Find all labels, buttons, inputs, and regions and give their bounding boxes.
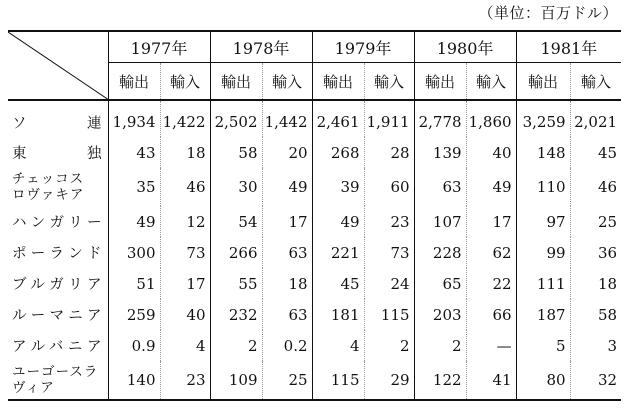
export-value: 58 — [210, 137, 262, 168]
table-row — [8, 168, 621, 206]
export-value: 0.9 — [108, 330, 160, 361]
import-value: 18 — [262, 268, 312, 299]
table-row — [8, 137, 621, 168]
export-value: 45 — [312, 268, 364, 299]
import-value: — — [466, 330, 516, 361]
export-value: 2,502 — [210, 100, 262, 137]
import-value: 17 — [262, 206, 312, 237]
import-value: 1,911 — [364, 100, 414, 137]
export-value: 122 — [414, 361, 466, 400]
export-value: 2,461 — [312, 100, 364, 137]
country-name: アルバニア — [12, 339, 102, 355]
table-body — [8, 100, 621, 400]
export-value: 97 — [516, 206, 570, 237]
import-value: 60 — [364, 168, 414, 206]
export-value: 39 — [312, 168, 364, 206]
export-header: 輸出 — [414, 63, 466, 101]
export-value: 43 — [108, 137, 160, 168]
country-name — [8, 168, 108, 206]
export-value: 4 — [312, 330, 364, 361]
country-name — [8, 361, 108, 400]
export-value: 80 — [516, 361, 570, 400]
export-value: 140 — [108, 361, 160, 400]
country-name-line2: ロヴァキア — [12, 187, 85, 203]
table-row — [8, 206, 621, 237]
import-value: 58 — [570, 299, 621, 330]
import-value: 24 — [364, 268, 414, 299]
import-value: 73 — [364, 237, 414, 268]
export-value: 109 — [210, 361, 262, 400]
import-value: 18 — [160, 137, 210, 168]
import-value: 1,422 — [160, 100, 210, 137]
year-header: 1977年 — [108, 31, 210, 63]
diagonal-line — [8, 32, 108, 99]
import-value: 45 — [570, 137, 621, 168]
export-value: 107 — [414, 206, 466, 237]
export-header: 輸出 — [516, 63, 570, 101]
export-value: 300 — [108, 237, 160, 268]
import-value: 4 — [160, 330, 210, 361]
import-value: 49 — [262, 168, 312, 206]
export-value: 2 — [414, 330, 466, 361]
export-value: 115 — [312, 361, 364, 400]
export-value: 187 — [516, 299, 570, 330]
export-value: 1,934 — [108, 100, 160, 137]
export-value: 268 — [312, 137, 364, 168]
export-value: 232 — [210, 299, 262, 330]
export-value: 35 — [108, 168, 160, 206]
import-value: 17 — [466, 206, 516, 237]
export-value: 5 — [516, 330, 570, 361]
export-value: 3,259 — [516, 100, 570, 137]
table-row — [8, 100, 621, 137]
import-value: 62 — [466, 237, 516, 268]
export-value: 266 — [210, 237, 262, 268]
country-name: ハンガリー — [12, 215, 102, 231]
country-name: ブルガリア — [12, 277, 102, 293]
export-value: 2 — [210, 330, 262, 361]
import-header: 輸入 — [160, 63, 210, 101]
import-value: 20 — [262, 137, 312, 168]
country-name-line2: ヴィア — [12, 380, 55, 396]
country-name: ポーランド — [12, 246, 102, 262]
import-value: 2,021 — [570, 100, 621, 137]
import-value: 49 — [466, 168, 516, 206]
export-value: 2,778 — [414, 100, 466, 137]
import-value: 0.2 — [262, 330, 312, 361]
import-value: 73 — [160, 237, 210, 268]
year-header: 1978年 — [210, 31, 312, 63]
export-value: 63 — [414, 168, 466, 206]
import-value: 22 — [466, 268, 516, 299]
import-header: 輸入 — [466, 63, 516, 101]
table-row — [8, 237, 621, 268]
import-value: 3 — [570, 330, 621, 361]
export-value: 51 — [108, 268, 160, 299]
export-value: 110 — [516, 168, 570, 206]
import-value: 115 — [364, 299, 414, 330]
export-value: 99 — [516, 237, 570, 268]
export-header: 輸出 — [108, 63, 160, 101]
export-value: 54 — [210, 206, 262, 237]
import-value: 40 — [160, 299, 210, 330]
import-value: 66 — [466, 299, 516, 330]
year-header: 1979年 — [312, 31, 414, 63]
country-name: ルーマニア — [12, 308, 102, 324]
export-value: 181 — [312, 299, 364, 330]
export-header: 輸出 — [210, 63, 262, 101]
export-value: 139 — [414, 137, 466, 168]
export-value: 30 — [210, 168, 262, 206]
export-value: 111 — [516, 268, 570, 299]
country-name: 東 独 — [12, 146, 102, 162]
corner-cell — [8, 31, 108, 100]
export-value: 65 — [414, 268, 466, 299]
year-header: 1981年 — [516, 31, 621, 63]
export-header: 輸出 — [312, 63, 364, 101]
import-value: 29 — [364, 361, 414, 400]
import-header: 輸入 — [570, 63, 621, 101]
import-value: 23 — [160, 361, 210, 400]
import-value: 18 — [570, 268, 621, 299]
import-value: 36 — [570, 237, 621, 268]
export-value: 228 — [414, 237, 466, 268]
export-value: 259 — [108, 299, 160, 330]
export-value: 55 — [210, 268, 262, 299]
table-row — [8, 361, 621, 400]
import-header: 輸入 — [262, 63, 312, 101]
import-value: 23 — [364, 206, 414, 237]
table-row — [8, 299, 621, 330]
import-value: 63 — [262, 299, 312, 330]
country-name-line1: ユーゴースラ — [12, 364, 99, 380]
table-row — [8, 268, 621, 299]
country-name-line1: チェッコス — [12, 171, 85, 187]
year-header-row — [8, 31, 621, 63]
unit-label: （単位：百万ドル） — [478, 4, 618, 22]
year-header: 1980年 — [414, 31, 516, 63]
import-value: 28 — [364, 137, 414, 168]
import-value: 32 — [570, 361, 621, 400]
import-value: 46 — [160, 168, 210, 206]
import-value: 1,860 — [466, 100, 516, 137]
export-value: 148 — [516, 137, 570, 168]
import-value: 41 — [466, 361, 516, 400]
export-value: 221 — [312, 237, 364, 268]
country-name: ソ 連 — [12, 115, 102, 132]
import-value: 1,442 — [262, 100, 312, 137]
import-value: 40 — [466, 137, 516, 168]
import-value: 25 — [262, 361, 312, 400]
import-value: 12 — [160, 206, 210, 237]
import-value: 25 — [570, 206, 621, 237]
export-value: 203 — [414, 299, 466, 330]
table-row — [8, 330, 621, 361]
import-value: 46 — [570, 168, 621, 206]
export-value: 49 — [108, 206, 160, 237]
import-header: 輸入 — [364, 63, 414, 101]
trade-table — [8, 30, 621, 401]
import-value: 17 — [160, 268, 210, 299]
import-value: 2 — [364, 330, 414, 361]
export-value: 49 — [312, 206, 364, 237]
import-value: 63 — [262, 237, 312, 268]
